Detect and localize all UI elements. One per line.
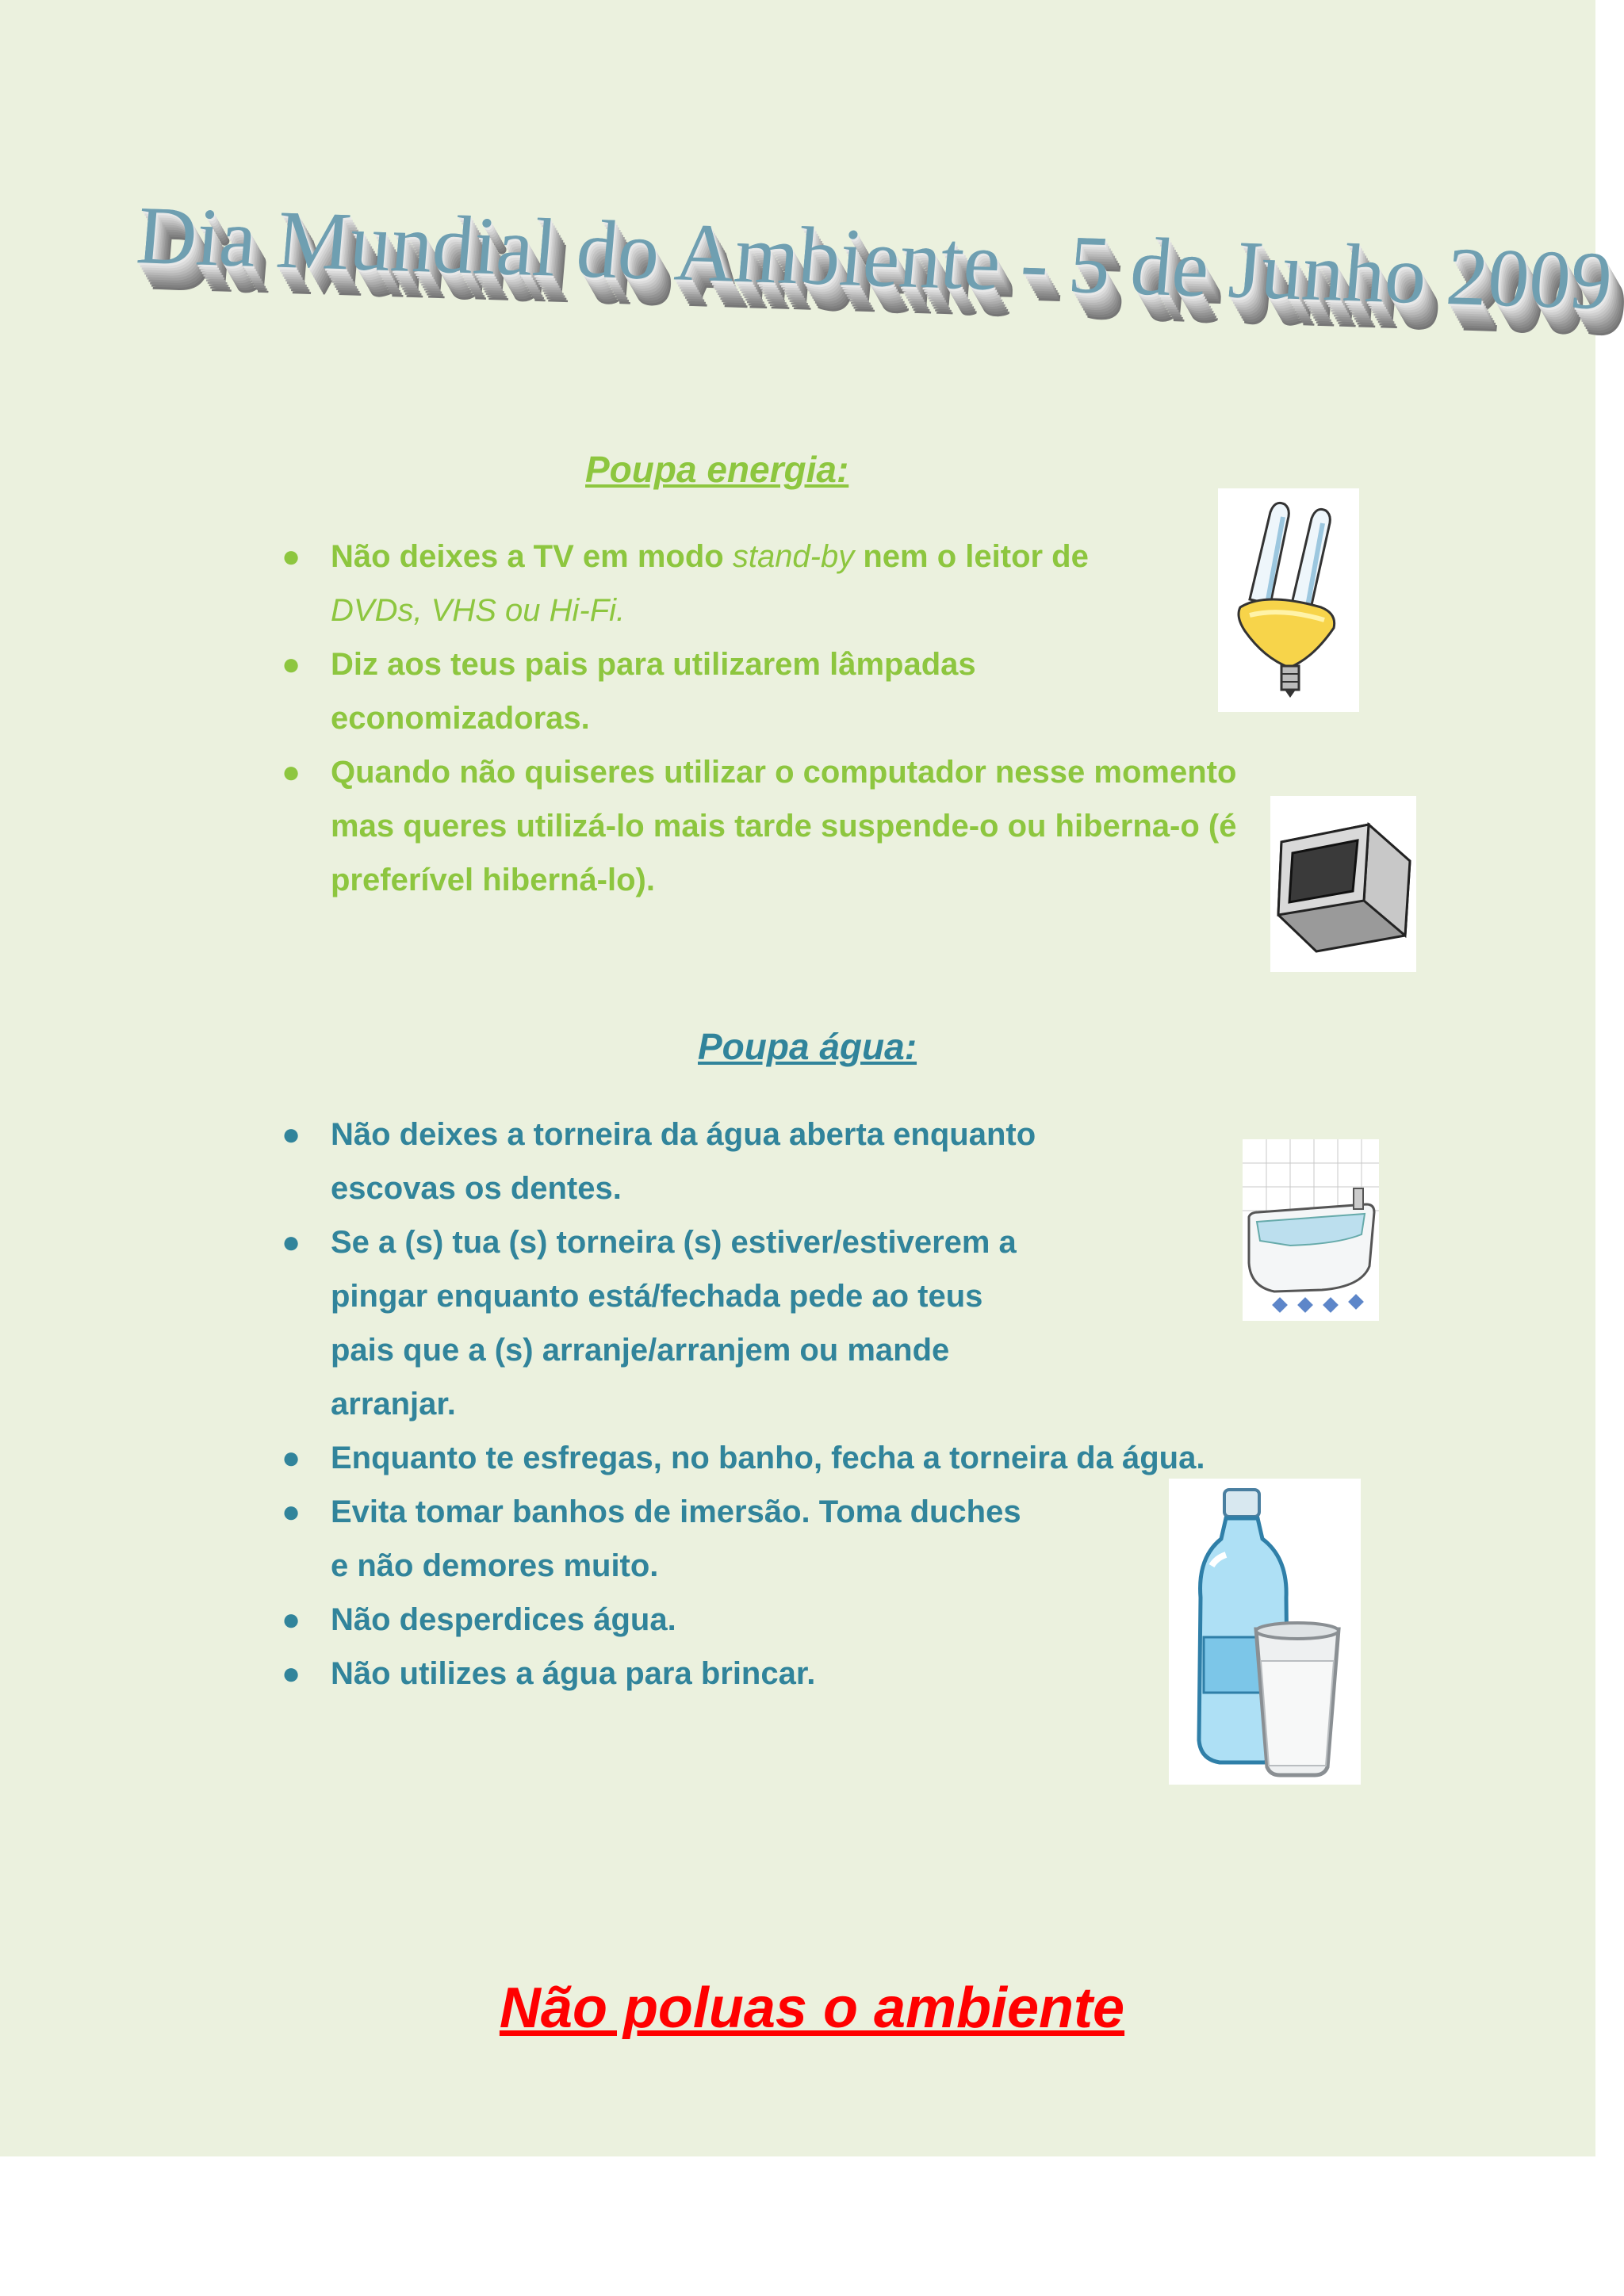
bullet-icon: ● <box>282 1656 301 1691</box>
bathtub-icon <box>1243 1139 1379 1321</box>
list-item <box>283 1215 1266 1431</box>
slogan: Não poluas o ambiente <box>499 1976 1125 2040</box>
bullet-icon: ● <box>282 1441 301 1475</box>
list-item <box>283 530 1266 637</box>
water-tips-list <box>283 1108 1266 1701</box>
energy-heading: Poupa energia: <box>585 449 849 490</box>
list-item <box>283 1593 1266 1647</box>
television-icon <box>1270 796 1416 972</box>
list-item <box>283 1431 1266 1485</box>
tip-text: Diz aos teus pais para utilizarem lâmpadas economizadoras. <box>331 647 976 736</box>
list-item <box>283 1485 1266 1593</box>
bullet-icon: ● <box>282 1225 301 1260</box>
list-item <box>283 1108 1266 1215</box>
bullet-icon: ● <box>282 539 301 574</box>
water-heading: Poupa água: <box>698 1026 917 1067</box>
tip-text-italic: DVDs, VHS ou Hi-Fi. <box>331 593 626 628</box>
bullet-icon: ● <box>282 755 301 790</box>
tip-text: Se a (s) tua (s) torneira (s) estiver/estiverem a pingar enquanto está/fechada pede ao teus pais que a (s) arranje/arranjem ou mande arranjar. <box>331 1225 1017 1422</box>
tip-text-italic: stand-by <box>732 539 855 574</box>
tip-text: Evita tomar banhos de imersão. Toma duches e não demores muito. <box>331 1494 1021 1583</box>
tip-text: Quando não quiseres utilizar o computador nesse momento mas queres utilizá-lo mais tarde suspende-o ou hiberna-o (é preferível hiberná-lo). <box>331 755 1237 897</box>
bullet-icon: ● <box>282 1117 301 1152</box>
list-item <box>283 1647 1266 1701</box>
list-item <box>283 637 1266 745</box>
bullet-icon: ● <box>282 1494 301 1529</box>
tip-text: Não desperdices água. <box>331 1602 676 1637</box>
water-bottle-glass-icon <box>1169 1479 1361 1785</box>
bullet-icon: ● <box>282 647 301 682</box>
tip-text: Não deixes a torneira da água aberta enquanto escovas os dentes. <box>331 1117 1036 1206</box>
page-title-text: Dia Mundial do Ambiente - 5 de Junho 2009 <box>133 189 1616 327</box>
energy-saving-bulb-icon <box>1218 488 1359 712</box>
tip-text: Não utilizes a água para brincar. <box>331 1656 816 1691</box>
tip-text: Enquanto te esfregas, no banho, fecha a torneira da água. <box>331 1441 1205 1475</box>
tip-text-part: Não deixes a TV em modo <box>331 539 733 574</box>
bullet-icon: ● <box>282 1602 301 1637</box>
list-item <box>283 745 1266 907</box>
energy-tips-list <box>283 530 1266 907</box>
tip-text-part: nem o leitor de <box>854 539 1089 574</box>
